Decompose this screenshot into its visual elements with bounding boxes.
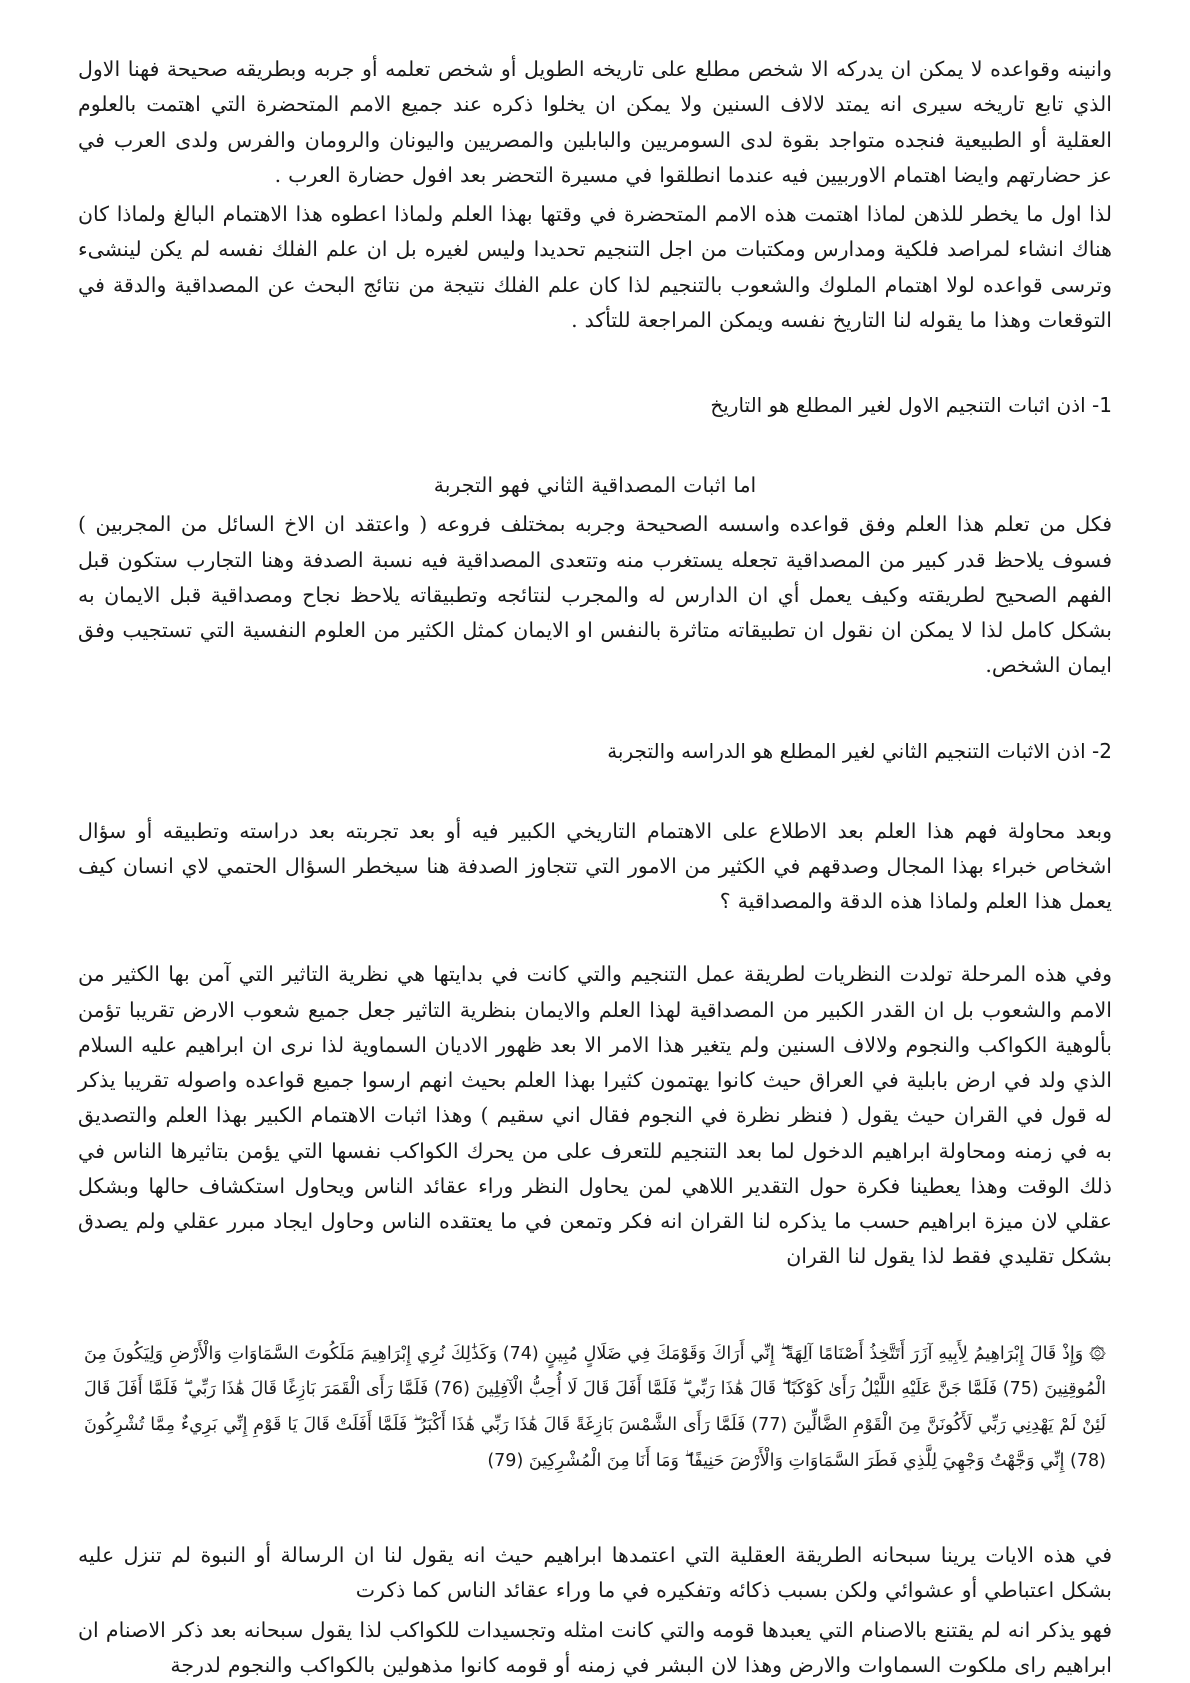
spacer: [78, 342, 1112, 388]
paragraph-1: وانينه وقواعده لا يمكن ان يدركه الا شخص مطلع على تاريخه الطويل أو شخص تعلمه أو جربه وبطريقه صحيحة فهنا الاول الذي تابع تاريخه سيرى انه يمتد لالاف السنين ولا يمكن ان يخلوا ذكره عند جميع الامم المتحضرة التي اهتمت بالعلوم العقلية أو الطبيعية فنجده متواجد بقوة لدى السومريين والبابلين والمصريين واليونان والرومان والفرس ولدى العرب في عز حضارتهم وايضا اهتمام الاوربيين فيه عندما انطلقوا في مسيرة التحضر بعد افول حضارة العرب .: [78, 52, 1112, 193]
paragraph-2: لذا اول ما يخطر للذهن لماذا اهتمت هذه الامم المتحضرة في وقتها بهذا العلم ولماذا اعطوه هذا الاهتمام البالغ ولماذا كان هناك انشاء لمراصد فلكية ومدارس ومكتبات من اجل التنجيم تحديدا وليس لغيره بل ان علم الفلك نفسه لم يكن لينشىء وترسى قواعده لولا اهتمام الملوك والشعوب بالتنجيم لذا كان علم الفلك نتيجة من نتائج البحث عن المصداقية والدقة في التوقعات وهذا ما يقوله لنا التاريخ نفسه ويمكن المراجعة للتأكد .: [78, 197, 1112, 338]
spacer: [78, 1279, 1112, 1337]
paragraph-7: في هذه الايات يرينا سبحانه الطريقة العقلية التي اعتمدها ابراهيم حيث انه يقول لنا ان الرسالة أو النبوة لم تنزل عليه بشكل اعتباطي أو عشوائي ولكن بسبب ذكائه وتفكيره في ما وراء عقائد الناس كما ذكرت: [78, 1538, 1112, 1609]
paragraph-3: اما اثبات المصداقية الثاني فهو التجربة: [78, 468, 1112, 503]
paragraph-5: وبعد محاولة فهم هذا العلم بعد الاطلاع على الاهتمام التاريخي الكبير فيه أو بعد تجربته بعد دراسته وتطبيقه أو سؤال اشخاص خبراء بهذا المجال وصدقهم في الكثير من الامور التي تتجاوز الصدفة هنا سيخطر السؤال الحتمي لاي انسان كيف يعمل هذا العلم ولماذا هذه الدقة والمصداقية ؟: [78, 814, 1112, 920]
heading-numbered-1: 1- اذن اثبات التنجيم الاول لغير المطلع هو التاريخ: [78, 388, 1112, 422]
spacer: [78, 688, 1112, 734]
document-body: [78, 52, 1112, 1683]
paragraph-4: فكل من تعلم هذا العلم وفق قواعده واسسه الصحيحة وجربه بمختلف فروعه ( واعتقد ان الاخ السائل من المجربين ) فسوف يلاحظ قدر كبير من المصداقية تجعله يستغرب منه وتتعدى المصداقية فيه نسبة الصدفة وهنا التجارب ستكون قبل الفهم الصحيح لطريقته وكيف يعمل أي ان الدارس له والمجرب لنتائجه وتطبيقاته يلاحظ نجاح ومصداقية قبل الايمان به بشكل كامل لذا لا يمكن ان نقول ان تطبيقاته متاثرة بالنفس او الايمان كمثل الكثير من العلوم النفسية التي تستجيب وفق ايمان الشخص.: [78, 507, 1112, 683]
paragraph-6: وفي هذه المرحلة تولدت النظريات لطريقة عمل التنجيم والتي كانت في بدايتها هي نظرية التاثير التي آمن بها الكثير من الامم والشعوب بل ان القدر الكبير من المصداقية لهذا العلم والايمان بنظرية التاثير جعل جميع شعوب الارض تقريبا تؤمن بألوهية الكواكب والنجوم ولالاف السنين ولم يتغير هذا الامر الا بعد ظهور الاديان السماوية لذا نرى ان ابراهيم عليه السلام الذي ولد في ارض بابلية في العراق حيث كانوا يهتمون كثيرا بهذا العلم بحيث انهم ارسوا جميع قواعده واصوله تقريبا يذكر له قول في القران حيث يقول ( فنظر نظرة في النجوم فقال اني سقيم ) وهذا اثبات الاهتمام الكبير بهذا العلم والتصديق به في زمنه ومحاولة ابراهيم الدخول لما بعد التنجيم للتعرف على من يحرك الكواكب نفسها التي يؤمن بتاثيرها الناس في ذلك الوقت وهذا يعطينا فكرة حول التقدير اللاهي لمن يحاول النظر وراء عقائد الناس ويحاول استكشاف حالها وبشكل عقلي لان ميزة ابراهيم حسب ما يذكره لنا القران انه فكر وتمعن في ما يعتقده الناس وحاول ايجاد مبرر عقلي ولم يصدق بشكل تقليدي فقط لذا يقول لنا القران: [78, 957, 1112, 1274]
spacer: [78, 768, 1112, 814]
spacer: [78, 923, 1112, 957]
paragraph-8: فهو يذكر انه لم يقتنع بالاصنام التي يعبدها قومه والتي كانت امثله وتجسيدات للكواكب لذا يقول سبحانه بعد ذكر الاصنام ان ابراهيم راى ملكوت السماوات والارض وهذا لان البشر في زمنه أو قومه كانوا مذهولين بالكواكب والنجوم لدرجة: [78, 1613, 1112, 1683]
quran-verse-block: ۞ وَإِذْ قَالَ إِبْرَاهِيمُ لِأَبِيهِ آزَرَ أَتَتَّخِذُ أَصْنَامًا آلِهَةً ۖ إِنِّي أَرَاكَ وَقَوْمَكَ فِي ضَلَالٍ مُبِينٍ (74) وَكَذَٰلِكَ نُرِي إِبْرَاهِيمَ مَلَكُوتَ السَّمَاوَاتِ وَالْأَرْضِ وَلِيَكُونَ مِنَ الْمُوقِنِينَ (75) فَلَمَّا جَنَّ عَلَيْهِ اللَّيْلُ رَأَىٰ كَوْكَبًا ۖ قَالَ هَٰذَا رَبِّي ۖ فَلَمَّا أَفَلَ قَالَ لَا أُحِبُّ الْآفِلِينَ (76) فَلَمَّا رَأَى الْقَمَرَ بَازِغًا قَالَ هَٰذَا رَبِّي ۖ فَلَمَّا أَفَلَ قَالَ لَئِنْ لَمْ يَهْدِنِي رَبِّي لَأَكُونَنَّ مِنَ الْقَوْمِ الضَّالِّينَ (77) فَلَمَّا رَأَى الشَّمْسَ بَازِغَةً قَالَ هَٰذَا رَبِّي هَٰذَا أَكْبَرُ ۖ فَلَمَّا أَفَلَتْ قَالَ يَا قَوْمِ إِنِّي بَرِيءٌ مِمَّا تُشْرِكُونَ (78) إِنِّي وَجَّهْتُ وَجْهِيَ لِلَّذِي فَطَرَ السَّمَاوَاتِ وَالْأَرْضَ حَنِيفًا ۖ وَمَا أَنَا مِنَ الْمُشْرِكِينَ (79): [78, 1337, 1112, 1481]
spacer: [78, 422, 1112, 468]
heading-numbered-2: 2- اذن الاثبات التنجيم الثاني لغير المطلع هو الدراسه والتجربة: [78, 734, 1112, 768]
spacer: [78, 1480, 1112, 1538]
